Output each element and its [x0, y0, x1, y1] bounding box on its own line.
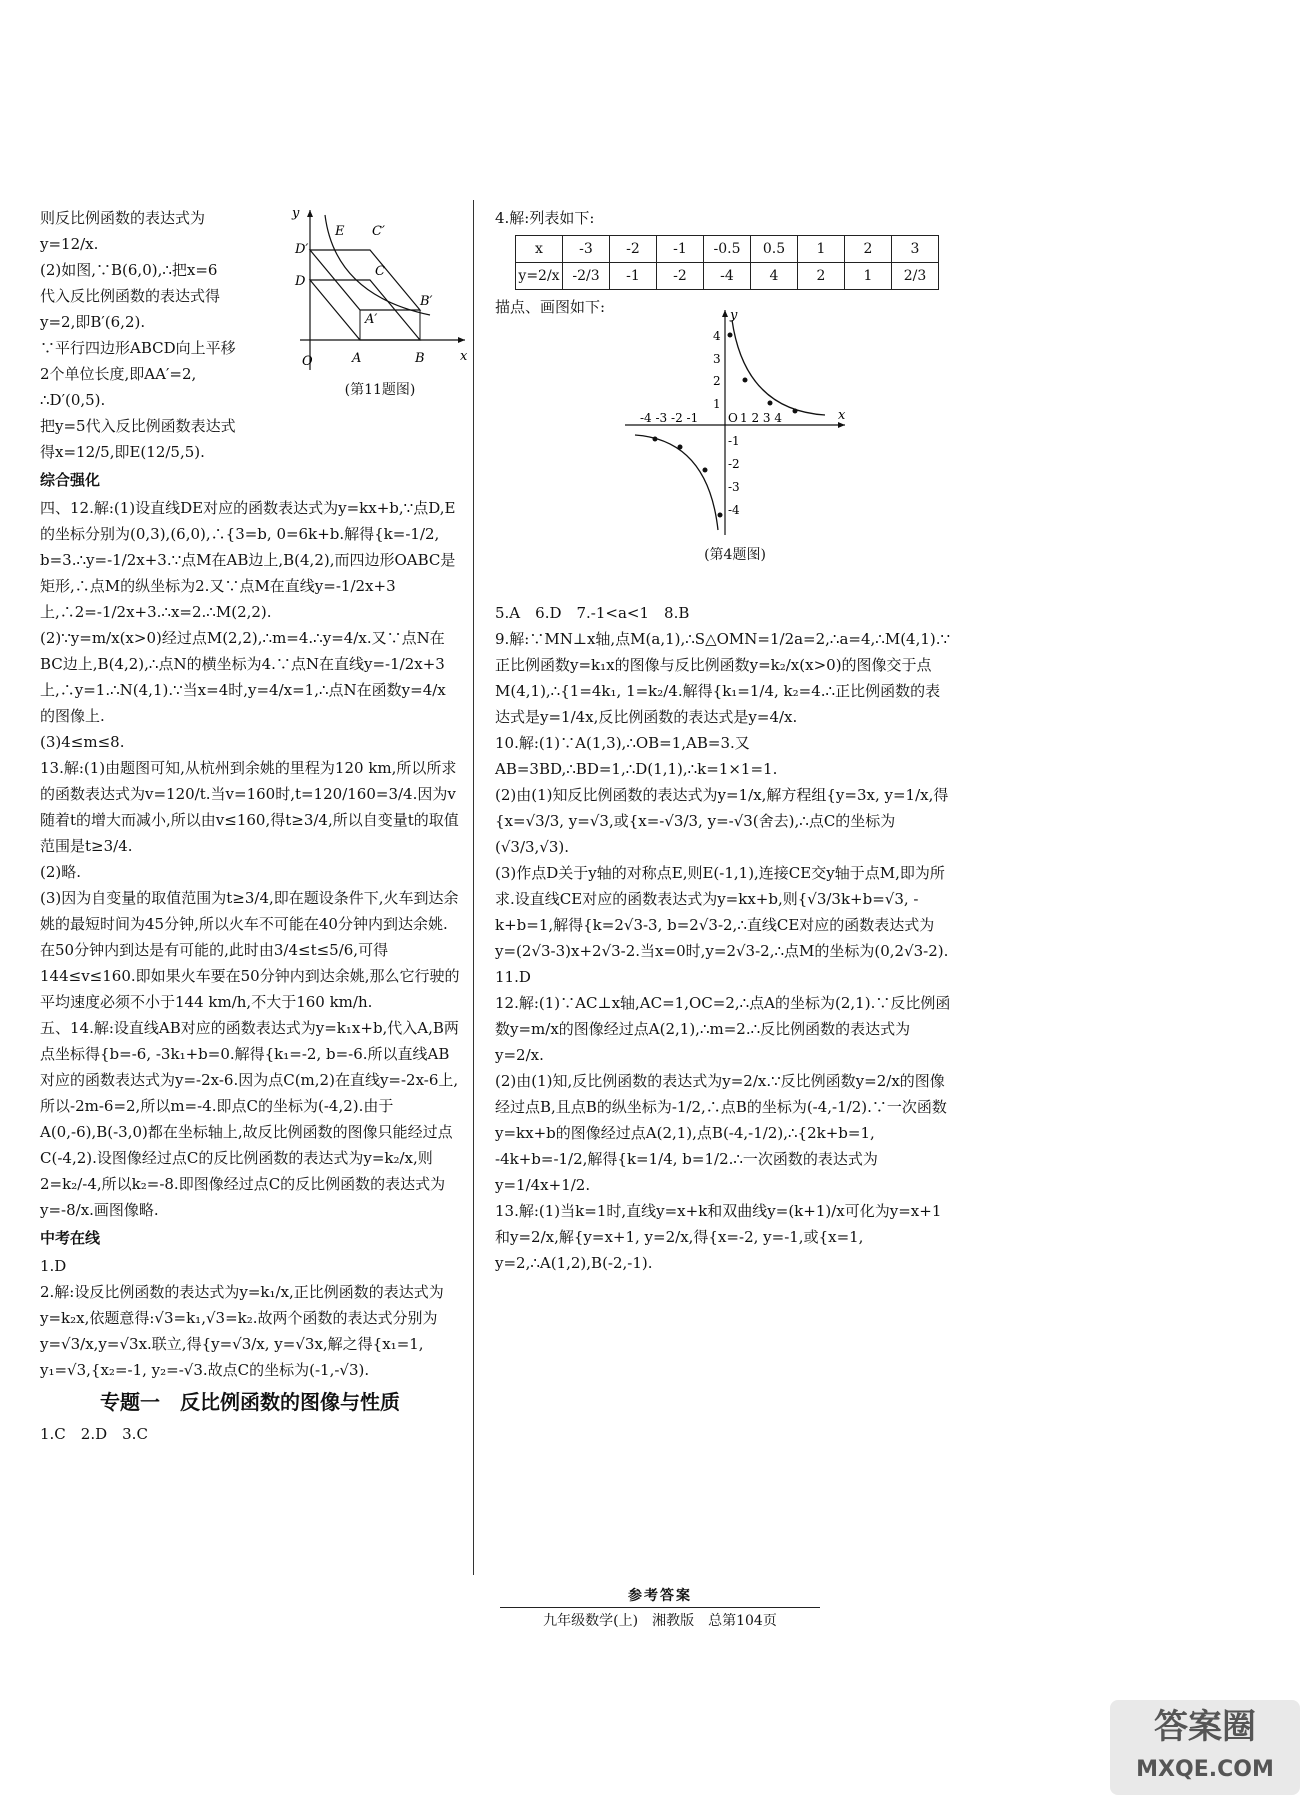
section-heading: 综合强化	[40, 471, 101, 489]
svg-text:B: B	[415, 351, 425, 366]
svg-text:y: y	[730, 308, 738, 323]
figure-caption: (第4题图)	[704, 547, 766, 563]
answer-q5-8: 5.A 6.D 7.-1<a<1 8.B	[495, 604, 690, 622]
answer-z1: 1.D	[40, 1257, 67, 1275]
figure-11-diagram	[290, 205, 470, 375]
table-cell: 3	[892, 236, 939, 263]
answer-q14: 五、14.解:设直线AB对应的函数表达式为y=k₁x+b,代入A,B两点坐标得{b=-6, -3k₁+b=0.解得{k₁=-2, b=-6.所以直线AB对应的函数表达式为y=-2x-6.因为点C(m,2)在直线y=-2x-6上,所以-2m-6=2,所以m=-4.即点C的坐标为(-4,2).由于A(0,-6),B(-3,0)都在坐标轴上,故反比例函数的图像只能经过点C(-4,2).设图像经过点C的反比例函数的表达式为y=k₂/x,则2=k₂/-4,所以k₂=-8.即图像经过点C的反比例函数的表达式为y=-8/x.画图像略.	[40, 1019, 459, 1219]
svg-text:1 2 3 4: 1 2 3 4	[740, 411, 782, 425]
answer-q13-part3: (3)因为自变量的取值范围为t≥3/4,即在题设条件下,火车到达余姚的最短时间为45分钟,所以火车不可能在40分钟内到达余姚.在50分钟内到达是有可能的,此时由3/4≤t≤5/6,可得144≤v≤160.即如果火车要在50分钟内到达余姚,那么它行驶的平均速度必须不小于144 km/h,不大于160 km/h.	[40, 889, 460, 1011]
answer-q12-part2: (2)∵y=m/x(x>0)经过点M(2,2),∴m=4.∴y=4/x.又∵点N在BC边上,B(4,2),∴点N的横坐标为4.∵点N在直线y=-1/2x+3上,∴y=1.∴N(4,1).∵当x=4时,y=4/x=1,∴点N在函数y=4/x的图像上.	[40, 629, 446, 725]
table-cell: 1	[798, 236, 845, 263]
table-row	[516, 236, 939, 263]
table-row	[516, 263, 939, 290]
answer-q13: 13.解:(1)当k=1时,直线y=x+k和双曲线y=(k+1)/x可化为y=x+1和y=2/x,解{y=x+1, y=2/x,得{x=-2, y=-1,或{x=1, y=2,∴A(1,2),B(-2,-1).	[495, 1202, 942, 1272]
svg-text:x: x	[838, 408, 846, 423]
table-cell: 1	[845, 263, 892, 290]
table-cell: -3	[563, 236, 610, 263]
svg-text:D′: D′	[295, 242, 309, 257]
svg-text:O: O	[302, 354, 313, 369]
watermark-url: MXQE.COM	[1136, 1757, 1274, 1782]
section-heading: 中考在线	[40, 1229, 101, 1247]
table-cell: -1	[610, 263, 657, 290]
text-line: 2个单位长度,即AA′=2,	[40, 365, 197, 383]
svg-text:-1: -1	[728, 434, 740, 448]
svg-text:-3: -3	[728, 480, 740, 494]
svg-text:3: 3	[713, 352, 721, 366]
text-line: 得x=12/5,即E(12/5,5).	[40, 443, 205, 461]
figure-caption: (第11题图)	[344, 382, 416, 398]
footer-page-info: 九年级数学(上) 湘教版 总第104页	[543, 1613, 777, 1629]
page-footer	[500, 1585, 820, 1630]
figure-4-graph	[620, 305, 850, 540]
table-cell: 2	[845, 236, 892, 263]
svg-text:-4: -4	[728, 503, 740, 517]
answer-q12-part2: (2)由(1)知,反比例函数的表达式为y=2/x.∵反比例函数y=2/x的图像经过点B,且点B的纵坐标为-1/2,∴点B的坐标为(-4,-1/2).∵一次函数y=kx+b的图像经过点A(2,1),点B(-4,-1/2),∴{2k+b=1, -4k+b=-1/2,解得{k=1/4, b=1/2.∴一次函数的表达式为y=1/4x+1/2.	[495, 1072, 947, 1194]
table-cell: -2/3	[563, 263, 610, 290]
answer-q12-part3: (3)4≤m≤8.	[40, 733, 125, 751]
svg-text:O: O	[728, 411, 738, 425]
text-line: 则反比例函数的表达式为	[40, 209, 206, 227]
answer-q12: 四、12.解:(1)设直线DE对应的函数表达式为y=kx+b,∵点D,E的坐标分别为(0,3),(6,0),∴{3=b, 0=6k+b.解得{k=-1/2, b=3.∴y=-1/2x+3.∵点M在AB边上,B(4,2),而四边形OABC是矩形,∴点M的纵坐标为2.又∵点M在直线y=-1/2x+3上,∴2=-1/2x+3.∴x=2.∴M(2,2).	[40, 499, 456, 621]
answer-q11: 11.D	[495, 968, 531, 986]
table-cell: -2	[610, 236, 657, 263]
answer-q9: 9.解:∵MN⊥x轴,点M(a,1),∴S△OMN=1/2a=2,∴a=4,∴M(4,1).∵正比例函数y=k₁x的图像与反比例函数y=k₂/x(x>0)的图像交于点M(4,1),∴{1=4k₁, 1=k₂/4.解得{k₁=1/4, k₂=4.∴正比例函数的表达式是y=1/4x,反比例函数的表达式是y=4/x.	[495, 630, 951, 726]
table-cell: 4	[751, 263, 798, 290]
text-line: 把y=5代入反比例函数表达式	[40, 417, 236, 435]
table-cell: 0.5	[751, 236, 798, 263]
table-cell: -4	[704, 263, 751, 290]
svg-text:D: D	[295, 274, 306, 289]
column-divider	[473, 200, 474, 1575]
q11-continuation	[40, 205, 290, 465]
figure-4	[620, 305, 850, 565]
table-cell: 2/3	[892, 263, 939, 290]
table-cell: 2	[798, 263, 845, 290]
table-header-cell: y=2/x	[516, 263, 563, 290]
topic-title: 专题一 反比例函数的图像与性质	[100, 1390, 400, 1414]
svg-text:A′: A′	[365, 312, 378, 327]
text-line: 代入反比例函数的表达式得	[40, 287, 221, 305]
footer-title: 参考答案	[628, 1588, 692, 1604]
svg-text:y: y	[292, 206, 300, 221]
answer-q4-desc: 描点、画图如下:	[495, 298, 606, 316]
text-line: y=12/x.	[40, 235, 99, 253]
text-line: ∵平行四边形ABCD向上平移	[40, 339, 236, 357]
answer-q10-part2: (2)由(1)知反比例函数的表达式为y=1/x,解方程组{y=3x, y=1/x,得{x=√3/3, y=√3,或{x=-√3/3, y=-√3(舍去),∴点C的坐标为(√3/3,√3).	[495, 786, 949, 856]
text-line: ∴D′(0,5).	[40, 391, 106, 409]
svg-text:E: E	[335, 224, 345, 239]
footer-rule	[500, 1607, 820, 1608]
answer-q4: 4.解:列表如下:	[495, 209, 595, 227]
answer-z2: 2.解:设反比例函数的表达式为y=k₁/x,正比例函数的表达式为y=k₂x,依题意得:√3=k₁,√3=k₂.故两个函数的表达式分别为y=√3/x,y=√3x.联立,得{y=√3/x, y=√3x,解之得{x₁=1, y₁=√3,{x₂=-1, y₂=-√3.故点C的坐标为(-1,-√3).	[40, 1283, 444, 1379]
answer-q10-part3: (3)作点D关于y轴的对称点E,则E(-1,1),连接CE交y轴于点M,即为所求.设直线CE对应的函数表达式为y=kx+b,则{√3/3k+b=√3, -k+b=1,解得{k=2√3-3, b=2√3-2,∴直线CE对应的函数表达式为y=(2√3-3)x+2√3-2.当x=0时,y=2√3-2,∴点M的坐标为(0,2√3-2).	[495, 864, 949, 960]
svg-text:x: x	[460, 349, 468, 364]
svg-text:C: C	[375, 264, 385, 279]
answer-t1: 1.C 2.D 3.C	[40, 1425, 148, 1443]
svg-text:1: 1	[713, 397, 721, 411]
answer-q10: 10.解:(1)∵A(1,3),∴OB=1,AB=3.又AB=3BD,∴BD=1,∴D(1,1),∴k=1×1=1.	[495, 734, 778, 778]
svg-text:A: A	[352, 351, 362, 366]
svg-text:2: 2	[713, 374, 721, 388]
answer-q13: 13.解:(1)由题图可知,从杭州到余姚的里程为120 km,所以所求的函数表达式为v=120/t.当v=160时,t=120/160=3/4.因为v随着t的增大而减小,所以由v≤160,得t≥3/4,所以自变量t的取值范围是t≥3/4.	[40, 759, 459, 855]
svg-text:4: 4	[713, 329, 721, 343]
answer-q13-part2: (2)略.	[40, 863, 82, 881]
table-cell: -0.5	[704, 236, 751, 263]
svg-text:B′: B′	[420, 294, 433, 309]
svg-text:-4 -3 -2 -1: -4 -3 -2 -1	[640, 411, 699, 425]
watermark-logo	[1110, 1700, 1300, 1795]
table-cell: -2	[657, 263, 704, 290]
answer-q12: 12.解:(1)∵AC⊥x轴,AC=1,OC=2,∴点A的坐标为(2,1).∵反比例函数y=m/x的图像经过点A(2,1),∴m=2.∴反比例函数的表达式为y=2/x.	[495, 994, 951, 1064]
table-cell: -1	[657, 236, 704, 263]
watermark-text: 答案圈	[1154, 1707, 1256, 1747]
table-header-cell: x	[516, 236, 563, 263]
svg-text:C′: C′	[372, 224, 385, 239]
value-table	[515, 235, 939, 290]
svg-text:-2: -2	[728, 457, 740, 471]
figure-11	[290, 205, 470, 400]
text-line: y=2,即B′(6,2).	[40, 313, 146, 331]
text-line: (2)如图,∵B(6,0),∴把x=6	[40, 261, 218, 279]
